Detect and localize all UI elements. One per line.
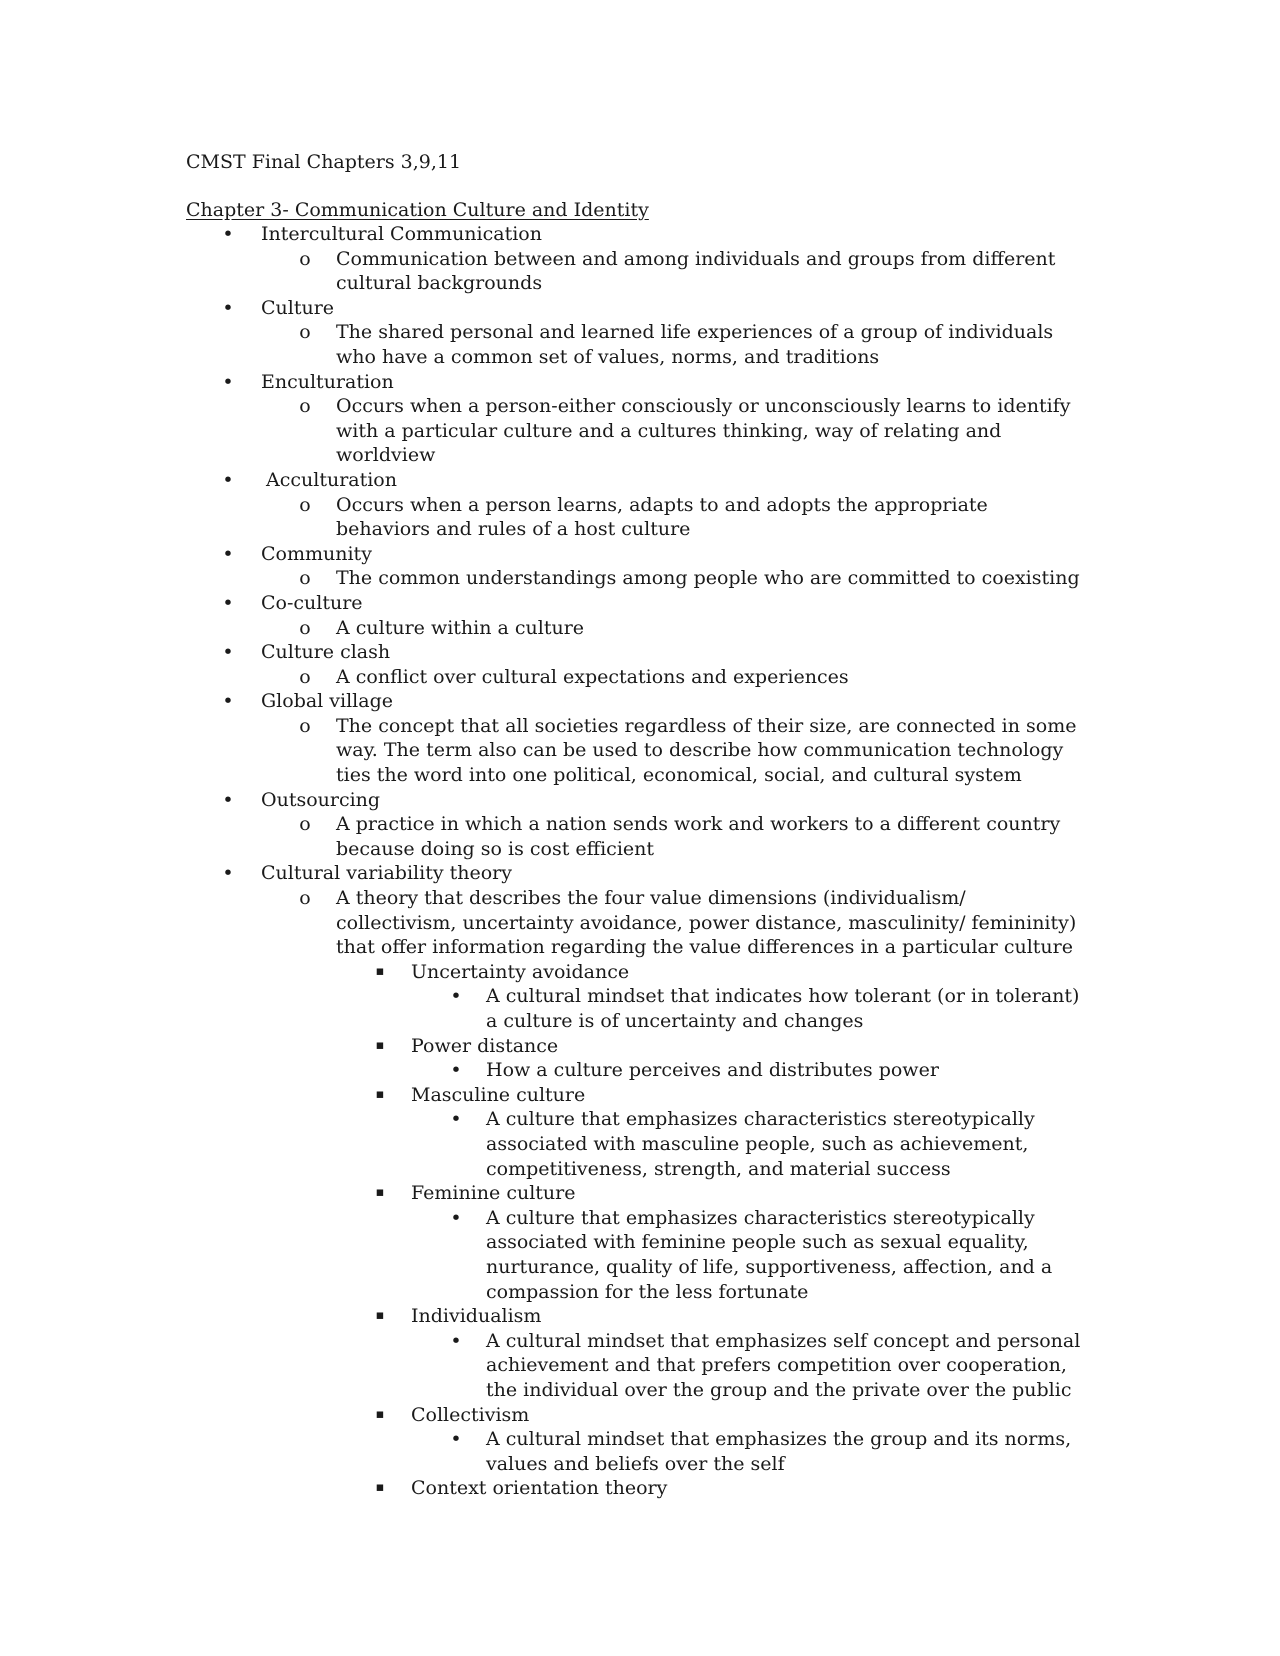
bullet-icon: •	[222, 862, 234, 885]
list-item	[186, 886, 1081, 960]
definition-text: The concept that all societies regardless of their size, are connected in some way. The term also can be used to describe how communication technology ties the word into one political, economical, social, and cultural system	[336, 714, 1077, 787]
bullet-icon: •	[450, 1108, 462, 1131]
definition-text: A culture within a culture	[336, 616, 585, 639]
term-label: Individualism	[411, 1305, 542, 1328]
list-item	[186, 665, 1081, 690]
term-label: Intercultural Communication	[261, 223, 542, 245]
list-item	[186, 640, 1086, 665]
definition-text: A theory that describes the four value dimensions (individualism/ collectivism, uncertainty avoidance, power distance, masculinity/ femininity) that offer information regarding the value differences in a particular culture	[336, 887, 1077, 959]
bullet-icon: •	[450, 985, 462, 1008]
bullet-icon: •	[222, 542, 234, 565]
outline-list	[186, 222, 1086, 1501]
list-item	[186, 1427, 1086, 1476]
term-label: Acculturation	[266, 468, 397, 491]
list-item	[186, 296, 1086, 321]
list-item	[186, 1304, 1086, 1329]
definition-text: A culture that emphasizes characteristics stereotypically associated with masculine people, such as achievement, competitiveness, strength, and material success	[486, 1108, 1035, 1180]
square-bullet-icon: ▪	[375, 963, 385, 979]
square-bullet-icon: ▪	[375, 1308, 385, 1324]
definition-text: A conflict over cultural expectations and experiences	[336, 665, 849, 688]
circle-bullet-icon: o	[299, 665, 311, 688]
list-item	[186, 788, 1086, 813]
circle-bullet-icon: o	[299, 395, 311, 418]
definition-text: Occurs when a person learns, adapts to and adopts the appropriate behaviors and rules of a host culture	[336, 493, 988, 541]
term-label: Culture	[261, 296, 335, 319]
square-bullet-icon: ▪	[375, 1406, 385, 1422]
square-bullet-icon: ▪	[375, 1185, 385, 1201]
bullet-icon: •	[222, 370, 234, 393]
definition-text: A culture that emphasizes characteristics stereotypically associated with feminine people such as sexual equality, nurturance, quality of life, supportiveness, affection, and a compassion for the less fortunate	[486, 1206, 1053, 1303]
definition-text: The shared personal and learned life experiences of a group of individuals who have a common set of values, norms, and traditions	[336, 321, 1054, 368]
term-label: Uncertainty avoidance	[411, 960, 630, 983]
list-item	[186, 1034, 1086, 1059]
document-title: CMST Final Chapters 3,9,11	[186, 151, 462, 173]
list-item	[186, 1476, 1086, 1501]
list-item	[186, 1083, 1086, 1108]
circle-bullet-icon: o	[299, 813, 311, 836]
list-item	[186, 960, 1086, 985]
definition-text: A cultural mindset that indicates how tolerant (or in tolerant) a culture is of uncertainty and changes	[486, 985, 1080, 1032]
list-item	[186, 591, 1086, 616]
list-item	[186, 1329, 1086, 1403]
bullet-icon: •	[450, 1329, 462, 1352]
definition-text: A cultural mindset that emphasizes self concept and personal achievement and that prefers competition over cooperation, the individual over the group and the private over the public	[486, 1329, 1081, 1401]
circle-bullet-icon: o	[299, 247, 311, 270]
term-label: Masculine culture	[411, 1083, 586, 1106]
list-item	[186, 394, 1081, 468]
term-label: Feminine culture	[411, 1182, 576, 1205]
definition-text: How a culture perceives and distributes power	[486, 1059, 939, 1082]
bullet-icon: •	[222, 641, 234, 664]
definition-text: A practice in which a nation sends work and workers to a different country because doing so is cost efficient	[336, 813, 1061, 860]
term-label: Community	[261, 542, 372, 565]
square-bullet-icon: ▪	[375, 1086, 385, 1102]
list-item	[186, 1181, 1086, 1206]
list-item	[186, 1206, 1086, 1304]
list-item	[186, 1107, 1086, 1181]
list-item	[186, 320, 1081, 369]
list-item	[186, 689, 1086, 714]
list-item	[186, 714, 1081, 788]
bullet-icon: •	[222, 788, 234, 811]
term-label: Power distance	[411, 1034, 559, 1057]
list-item	[186, 542, 1086, 567]
definition-text: The common understandings among people who are committed to coexisting	[336, 567, 1080, 590]
circle-bullet-icon: o	[299, 567, 311, 590]
term-label: Collectivism	[411, 1403, 530, 1426]
term-label: Co-culture	[261, 591, 363, 614]
term-label: Global village	[261, 690, 393, 713]
bullet-icon: •	[222, 468, 234, 491]
list-item	[186, 493, 1081, 542]
circle-bullet-icon: o	[299, 321, 311, 344]
list-item	[186, 247, 1081, 296]
list-item	[186, 370, 1086, 395]
bullet-icon: •	[222, 296, 234, 319]
square-bullet-icon: ▪	[375, 1480, 385, 1496]
circle-bullet-icon: o	[299, 493, 311, 516]
definition-text: Communication between and among individuals and groups from different cultural backgrounds	[336, 247, 1056, 295]
chapter-heading: Chapter 3- Communication Culture and Identity	[186, 199, 649, 221]
list-item	[186, 222, 1086, 247]
circle-bullet-icon: o	[299, 616, 311, 639]
list-item	[186, 1058, 1086, 1083]
circle-bullet-icon: o	[299, 887, 311, 910]
bullet-icon: •	[222, 690, 234, 713]
list-item	[186, 1403, 1086, 1428]
list-item	[186, 861, 1086, 886]
bullet-icon: •	[222, 591, 234, 614]
definition-text: Occurs when a person-either consciously or unconsciously learns to identify with a particular culture and a cultures thinking, way of relating and worldview	[336, 395, 1071, 467]
bullet-icon: •	[450, 1428, 462, 1451]
list-item	[186, 812, 1081, 861]
list-item	[186, 616, 1081, 641]
bullet-icon: •	[450, 1206, 462, 1229]
term-label: Context orientation theory	[411, 1477, 668, 1500]
square-bullet-icon: ▪	[375, 1037, 385, 1053]
term-label: Cultural variability theory	[261, 862, 512, 885]
list-item	[186, 566, 1081, 591]
bullet-icon: •	[450, 1059, 462, 1082]
term-label: Outsourcing	[261, 788, 381, 811]
term-label: Culture clash	[261, 641, 391, 664]
term-label: Enculturation	[261, 370, 394, 393]
definition-text: A cultural mindset that emphasizes the group and its norms, values and beliefs over the self	[486, 1428, 1072, 1475]
circle-bullet-icon: o	[299, 714, 311, 737]
bullet-icon: •	[222, 223, 234, 245]
list-item	[186, 984, 1086, 1033]
list-item	[186, 468, 1086, 493]
